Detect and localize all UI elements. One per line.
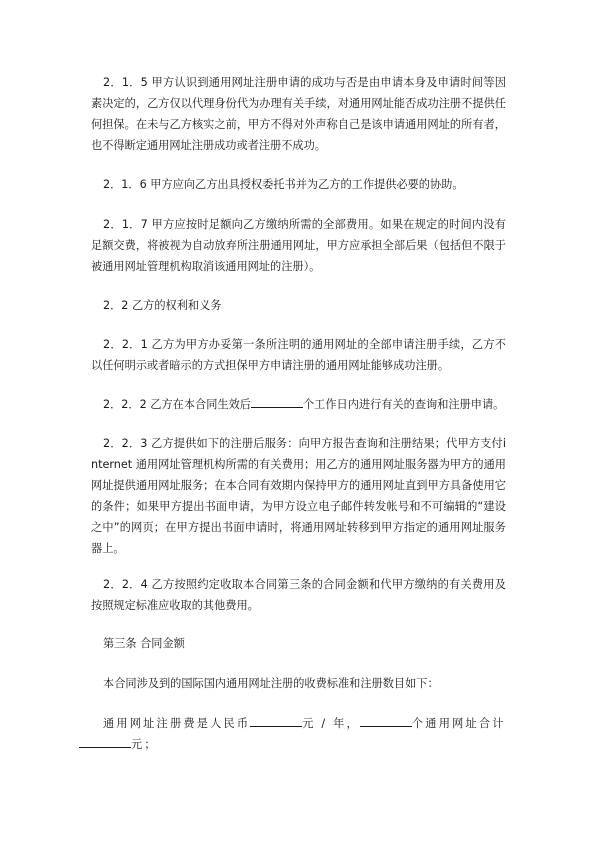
clause-2-1-7: 2．1．7 甲方应按时足额向乙方缴纳所需的全部费用。如果在规定的时间内没有足额交费，将被视为自动放弃所注册通用网址，甲方应承担全部后果（包括但不限于被通用网址管理机构取消该通用网址的注册）。 xyxy=(91,218,506,273)
clause-2-1-6: 2．1．6 甲方应向乙方出具授权委托书并为乙方的工作提供必要的协助。 xyxy=(103,178,464,191)
section-heading-2-2: 2．2 乙方的权利和义务 xyxy=(103,299,222,312)
clause-2-2-4: 2．2．4 乙方按照约定收取本合同第三条的合同金额和代甲方缴纳的有关费用及按照规定标准应收取的其他费用。 xyxy=(91,578,506,612)
clause-2-2-2-text-b: 个工作日内进行有关的查询和注册申请。 xyxy=(302,398,505,411)
fee-text-a: 通用网址注册费是人民币 xyxy=(103,717,251,730)
fee-text-b: 元 / 年， xyxy=(302,717,360,730)
clause-2-2-3: 2．2．3 乙方提供如下的注册后服务：向甲方报告查询和注册结果；代甲方支付internet 通用网址管理机构所需的有关费用；用乙方的通用网址服务器为甲方的通用网址提供通用网址服务；在本合同有效期内保持甲方的通用网址直到甲方具备使用它的条件；如果甲方提出书面申请，为甲方设立电子邮件转发帐号和不可编辑的“建设之中”的网页；在甲方提出书面申请时，将通用网址转移到甲方指定的通用网址服务器上。 xyxy=(91,437,506,555)
fee-per-year-blank xyxy=(250,714,302,727)
clause-2-1-5: 2．1．5 甲方认识到通用网址注册申请的成功与否是由申请本身及申请时间等因素决定的，乙方仅以代理身份代为办理有关手续，对通用网址能否成功注册不提供任何担保。在未与乙方核实之前，甲方不得对外声称自己是该申请通用网址的所有者，也不得断定通用网址注册成功或者注册不成功。 xyxy=(91,76,506,152)
clause-2-2-2-text-a: 2．2．2 乙方在本合同生效后 xyxy=(103,398,251,411)
total-amount-blank xyxy=(79,735,131,748)
fee-text-d: 元； xyxy=(131,738,158,751)
domain-count-blank xyxy=(360,714,412,727)
fee-text-c: 个通用网址合计 xyxy=(411,717,506,730)
article-3-heading: 第三条 合同金额 xyxy=(103,637,185,650)
fee-line xyxy=(91,713,506,755)
clause-2-2-2 xyxy=(91,394,506,415)
article-3-intro: 本合同涉及到的国际国内通用网址注册的收费标准和注册数目如下： xyxy=(103,677,439,690)
clause-2-2-1: 2．2．1 乙方为甲方办妥第一条所注明的通用网址的全部申请注册手续，乙方不以任何明示或者暗示的方式担保甲方申请注册的通用网址能够成功注册。 xyxy=(91,338,506,372)
days-blank xyxy=(251,395,303,408)
